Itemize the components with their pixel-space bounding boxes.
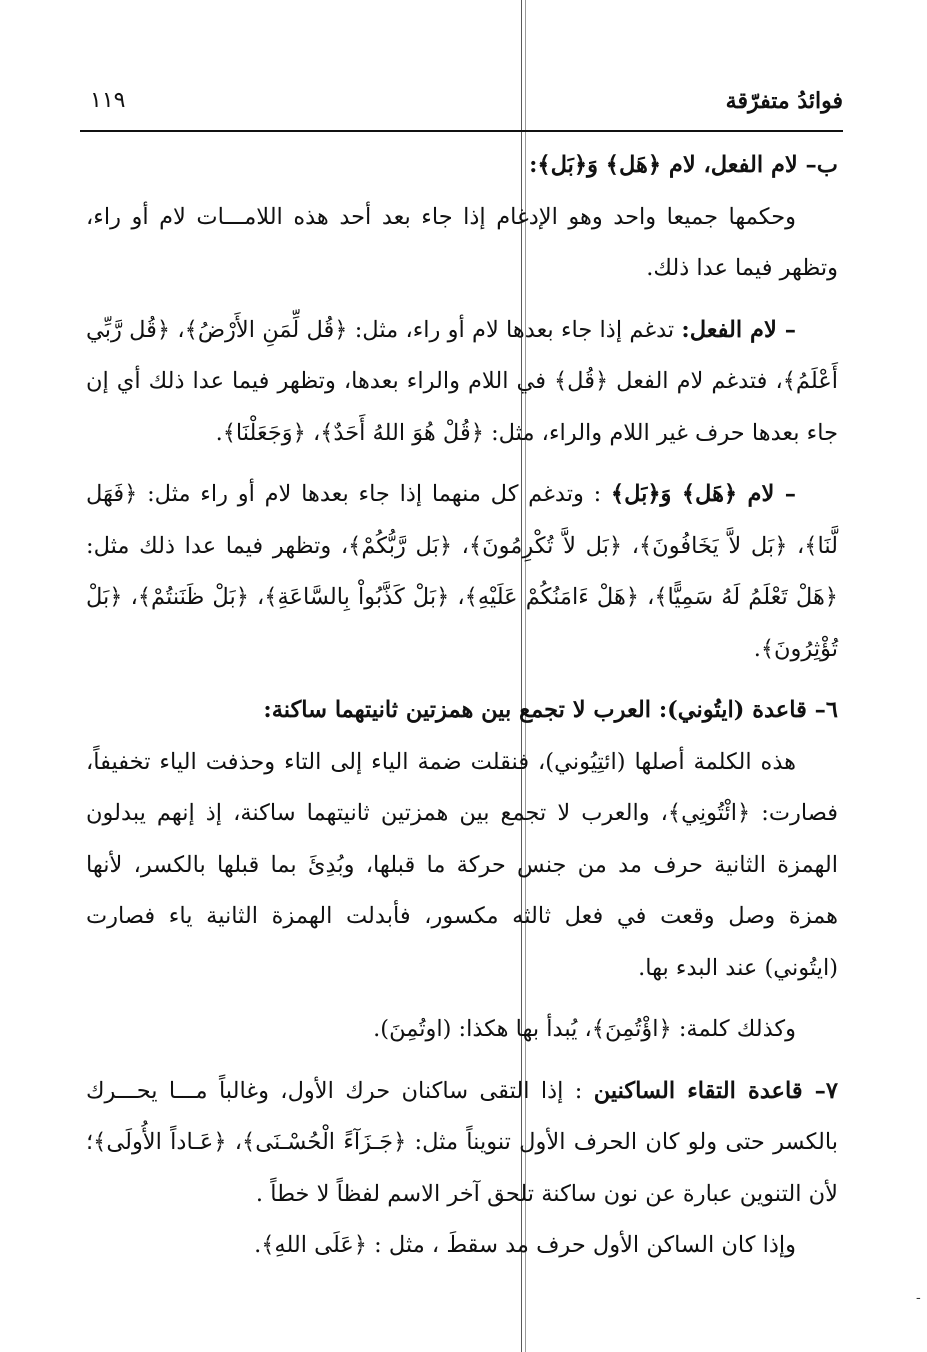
page-header — [80, 88, 843, 128]
section-b-paragraph-2 — [86, 305, 838, 460]
section-7-paragraph — [86, 1066, 838, 1221]
running-title: فوائدُ متفرّقة — [725, 88, 843, 114]
section-b-paragraph-2-text: تدغم إذا جاء بعدها لام أو راء، مثل: ﴿قُل لِّمَنِ الأَرْضُ﴾، ﴿قُل رَّبِّي أَعْلَمُ﴾، فتدغم لام الفعل ﴿قُل﴾ في اللام والراء بعدها، وتظهر فيما عدا ذلك أي إن جاء بعدها حرف غير اللام والراء، مثل: ﴿قُلْ هُوَ اللهُ أَحَدٌ﴾، ﴿وَجَعَلْنَا﴾. — [86, 316, 838, 446]
page-body — [86, 140, 838, 1272]
section-7-text: : إذا التقى ساكنان حرك الأول، وغالباً مـــا يحـــرك بالكسر حتى ولو كان الحرف الأول تنويناً مثل: ﴿جَـزَآءً الْحُسْـنَى﴾، ﴿عَـاداً الأُولَى﴾؛ لأن التنوين عبارة عن نون ساكنة تلحق آخر الاسم لفظاً لا خطاً . — [86, 1077, 838, 1207]
scan-edge-mark: - — [916, 1290, 921, 1306]
section-b-paragraph-1: وحكمها جميعا واحد وهو الإدغام إذا جاء بعد أحد هذه اللامـــات لام أو راء، وتظهر فيما عدا ذلك. — [86, 203, 838, 281]
header-rule — [80, 130, 843, 132]
section-6-paragraph-1: هذه الكلمة أصلها (ائتِيُوني)، فنقلت ضمة الياء إلى التاء وحذفت الياء تخفيفاً، فصارت: ﴿ائْتُونِي﴾، والعرب لا تجمع بين همزتين ثانيتهما ساكنة، إذ إنهم يبدلون الهمزة الثانية حرف مد من جنس حركة ما قبلها، وبُدِئَ بما قبلها بالكسر، لأنها همزة وصل وقعت في فعل ثالثه مكسور، فأبدلت الهمزة الثانية ياء فصارت (ايتُوني) عند البدء بها. — [86, 748, 838, 981]
page-number: ١١٩ — [90, 88, 126, 113]
section-b-paragraph-3-text: : وتدغم كل منهما إذا جاء بعدها لام أو راء مثل: ﴿فَهَل لَّنَا﴾، ﴿بَل لاَّ يَخَافُونَ﴾، ﴿بَل لاَّ تُكْرِمُونَ﴾، ﴿بَل رَّبُّكُمْ﴾، وتظهر فيما عدا ذلك مثل: ﴿هَلْ تَعْلَمُ لَهُ سَمِيًّا﴾، ﴿هَلْ ءَامَنُكُمْ عَلَيْهِ﴾، ﴿بَلْ كَذَّبُواْ بِالسَّاعَةِ﴾، ﴿بَلْ ظَنَنتُمْ﴾، ﴿بَلْ تُؤْثِرُونَ﴾. — [86, 481, 838, 662]
section-7-paragraph-2: وإذا كان الساكن الأول حرف مد سقطَ ، مثل : ﴿عَلَى اللهِ﴾. — [254, 1232, 796, 1258]
section-6-heading: ٦– قاعدة (ايتُوني): العرب لا تجمع بين همزتين ثانيتهما ساكنة: — [263, 697, 838, 723]
section-7-heading: ٧– قاعدة التقاء الساكنين — [593, 1077, 838, 1104]
section-b-paragraph-3 — [86, 469, 838, 675]
section-6-paragraph-2: وكذلك كلمة: ﴿اؤْتُمِنَ﴾، يُبدأ بها هكذا: (اوتُمِنَ). — [373, 1016, 796, 1042]
section-b-paragraph-2-lead: – لام الفعل: — [681, 316, 797, 343]
section-b-heading: ب– لام الفعل، لام ﴿هَل﴾ وَ﴿بَل﴾: — [529, 152, 838, 178]
section-b-paragraph-3-lead: – لام ﴿هَل﴾ وَ﴿بَل﴾ — [610, 481, 796, 507]
